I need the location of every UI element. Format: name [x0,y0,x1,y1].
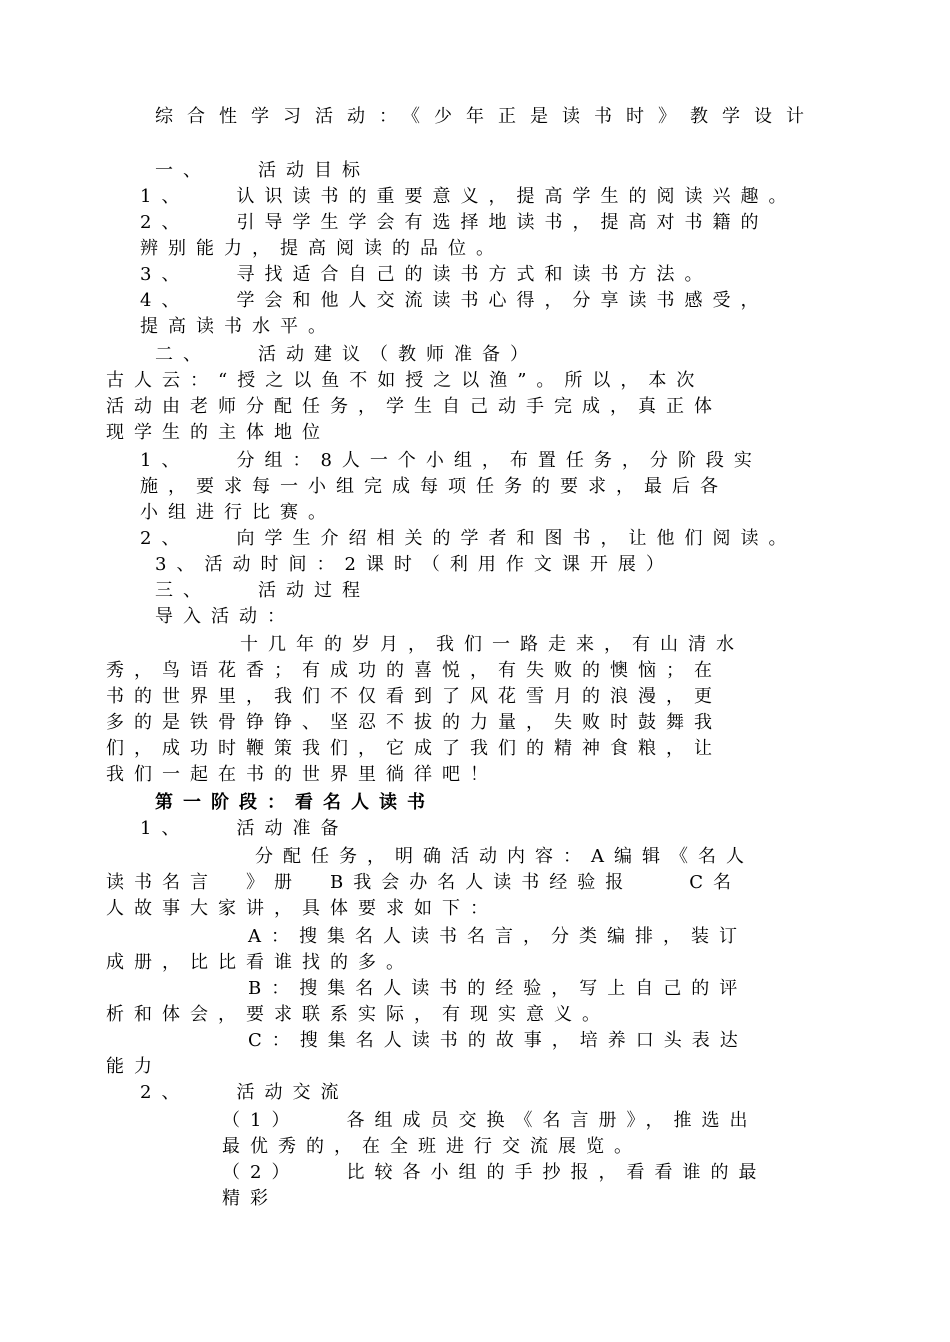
intro-activity-heading: 导入活动： [155,606,295,627]
section2-item1: 1、 分组：8人一个小组，布置任务，分阶段实 [140,450,762,471]
intro-paragraph-line2: 秀，鸟语花香；有成功的喜悦，有失败的懊恼；在 [106,660,722,681]
stage1-exchange-heading: 2、 活动交流 [140,1082,349,1103]
section1-item4: 4、 学会和他人交流读书心得，分享读书感受， [140,290,769,311]
document-title: 综合性学习活动：《少年正是读书时》教学设计 [155,106,818,127]
stage1-heading: 第一阶段：看名人读书 [155,792,435,813]
section2-intro-line1: 古人云：“授之以鱼不如授之以渔”。所以，本次 [106,370,705,391]
stage1-prep-heading: 1、 活动准备 [140,818,349,839]
task-a-line2: 成册，比比看谁找的多。 [106,952,414,973]
section2-item1-cont2: 小组进行比赛。 [140,502,336,523]
exchange-item1-line1: （1） 各组成员交换《名言册》，推选出 [222,1110,758,1131]
section1-item2: 2、 引导学生学会有选择地读书，提高对书籍的 [140,212,769,233]
stage1-prep-line1: 分配任务，明确活动内容：A编辑《名人 [255,846,754,867]
intro-paragraph-line5: 们，成功时鞭策我们，它成了我们的精神食粮，让 [106,738,722,759]
intro-paragraph-line6: 我们一起在书的世界里徜徉吧！ [106,764,498,785]
section1-item4-cont: 提高读书水平。 [140,316,336,337]
exchange-item2-line1: （2） 比较各小组的手抄报，看看谁的最 [222,1162,767,1183]
exchange-item1-line2: 最优秀的，在全班进行交流展览。 [222,1136,642,1157]
task-b-line1: B：搜集名人读书的经验，写上自己的评 [248,978,748,999]
section2-intro-line3: 现学生的主体地位 [106,422,330,443]
section2-intro-line2: 活动由老师分配任务，学生自己动手完成，真正体 [106,396,722,417]
intro-paragraph-line3: 书的世界里，我们不仅看到了风花雪月的浪漫，更 [106,686,722,707]
stage1-prep-line2: 读书名言 》册 B我会办名人读书经验报 C名 [106,872,741,893]
section2-item1-cont1: 施，要求每一小组完成每项任务的要求，最后各 [140,476,728,497]
section2-heading: 二、 活动建议（教师准备） [155,344,538,365]
stage1-prep-line3: 人故事大家讲，具体要求如下： [106,898,498,919]
task-c-line2: 能力 [106,1056,162,1077]
intro-paragraph-line4: 多的是铁骨铮铮、坚忍不拔的力量，失败时鼓舞我 [106,712,722,733]
section1-item3: 3、 寻找适合自己的读书方式和读书方法。 [140,264,713,285]
task-a-line1: A：搜集名人读书名言，分类编排，装订 [248,926,747,947]
section1-heading: 一、 活动目标 [155,160,370,181]
task-b-line2: 析和体会，要求联系实际，有现实意义。 [106,1004,610,1025]
intro-paragraph-line1: 十几年的岁月，我们一路走来，有山清水 [240,634,744,655]
section3-heading: 三、 活动过程 [155,580,370,601]
section2-item2: 2、 向学生介绍相关的学者和图书，让他们阅读。 [140,528,797,549]
task-c-line1: C：搜集名人读书的故事，培养口头表达 [248,1030,748,1051]
section1-item2-cont: 辨别能力，提高阅读的品位。 [140,238,504,259]
section2-item3: 3、活动时间：2课时（利用作文课开展） [155,554,674,575]
exchange-item2-line2: 精彩 [222,1188,278,1209]
section1-item1: 1、 认识读书的重要意义，提高学生的阅读兴趣。 [140,186,797,207]
